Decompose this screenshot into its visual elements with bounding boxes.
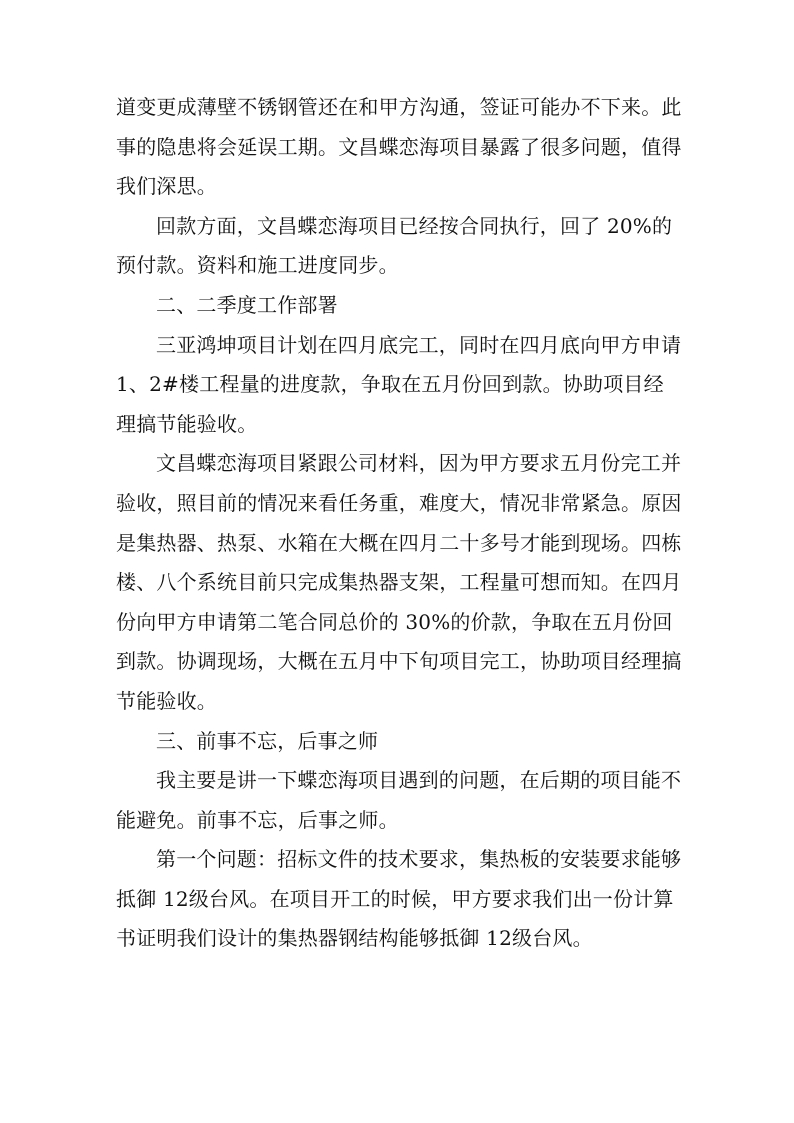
section-heading-lessons: 三、前事不忘，后事之师 <box>156 728 379 753</box>
paragraph-first-problem: 第一个问题：招标文件的技术要求，集热板的安装要求能够抵御 12级台风。在项目开工的时候，甲方要求我们出一份计算书证明我们设计的集热器钢结构能够抵御 12级台风。 <box>116 847 682 951</box>
paragraph-continued-construction-issues: 道变更成薄壁不锈钢管还在和甲方沟通，签证可能办不下来。此事的隐患将会延误工期。文昌蝶恋海项目暴露了很多问题，值得我们深思。 <box>116 95 682 199</box>
paragraph-sanya-hongkun-plan: 三亚鸿坤项目计划在四月底完工，同时在四月底向甲方申请 1、2#楼工程量的进度款，争取在五月份回到款。协助项目经理搞节能验收。 <box>116 332 682 436</box>
paragraph-lessons-intro: 我主要是讲一下蝶恋海项目遇到的问题，在后期的项目能不能避免。前事不忘，后事之师。 <box>116 768 682 832</box>
paragraph-payment-status: 回款方面，文昌蝶恋海项目已经按合同执行，回了 20%的预付款。资料和施工进度同步。 <box>116 213 673 278</box>
document-body <box>116 88 682 959</box>
section-heading-q2-plan: 二、二季度工作部署 <box>156 292 338 317</box>
paragraph-wenchang-dielianhai-plan: 文昌蝶恋海项目紧跟公司材料，因为甲方要求五月份完工并验收，照目前的情况来看任务重，难度大，情况非常紧急。原因是集热器、热泵、水箱在大概在四月二十多号才能到现场。四栋楼、八个系统目前只完成集热器支架，工程量可想而知。在四月份向甲方申请第二笔合同总价的 30%的价款，争取在五月份回到款。协调现场，大概在五月中下旬项目完工，协助项目经理搞节能验收。 <box>116 451 682 713</box>
